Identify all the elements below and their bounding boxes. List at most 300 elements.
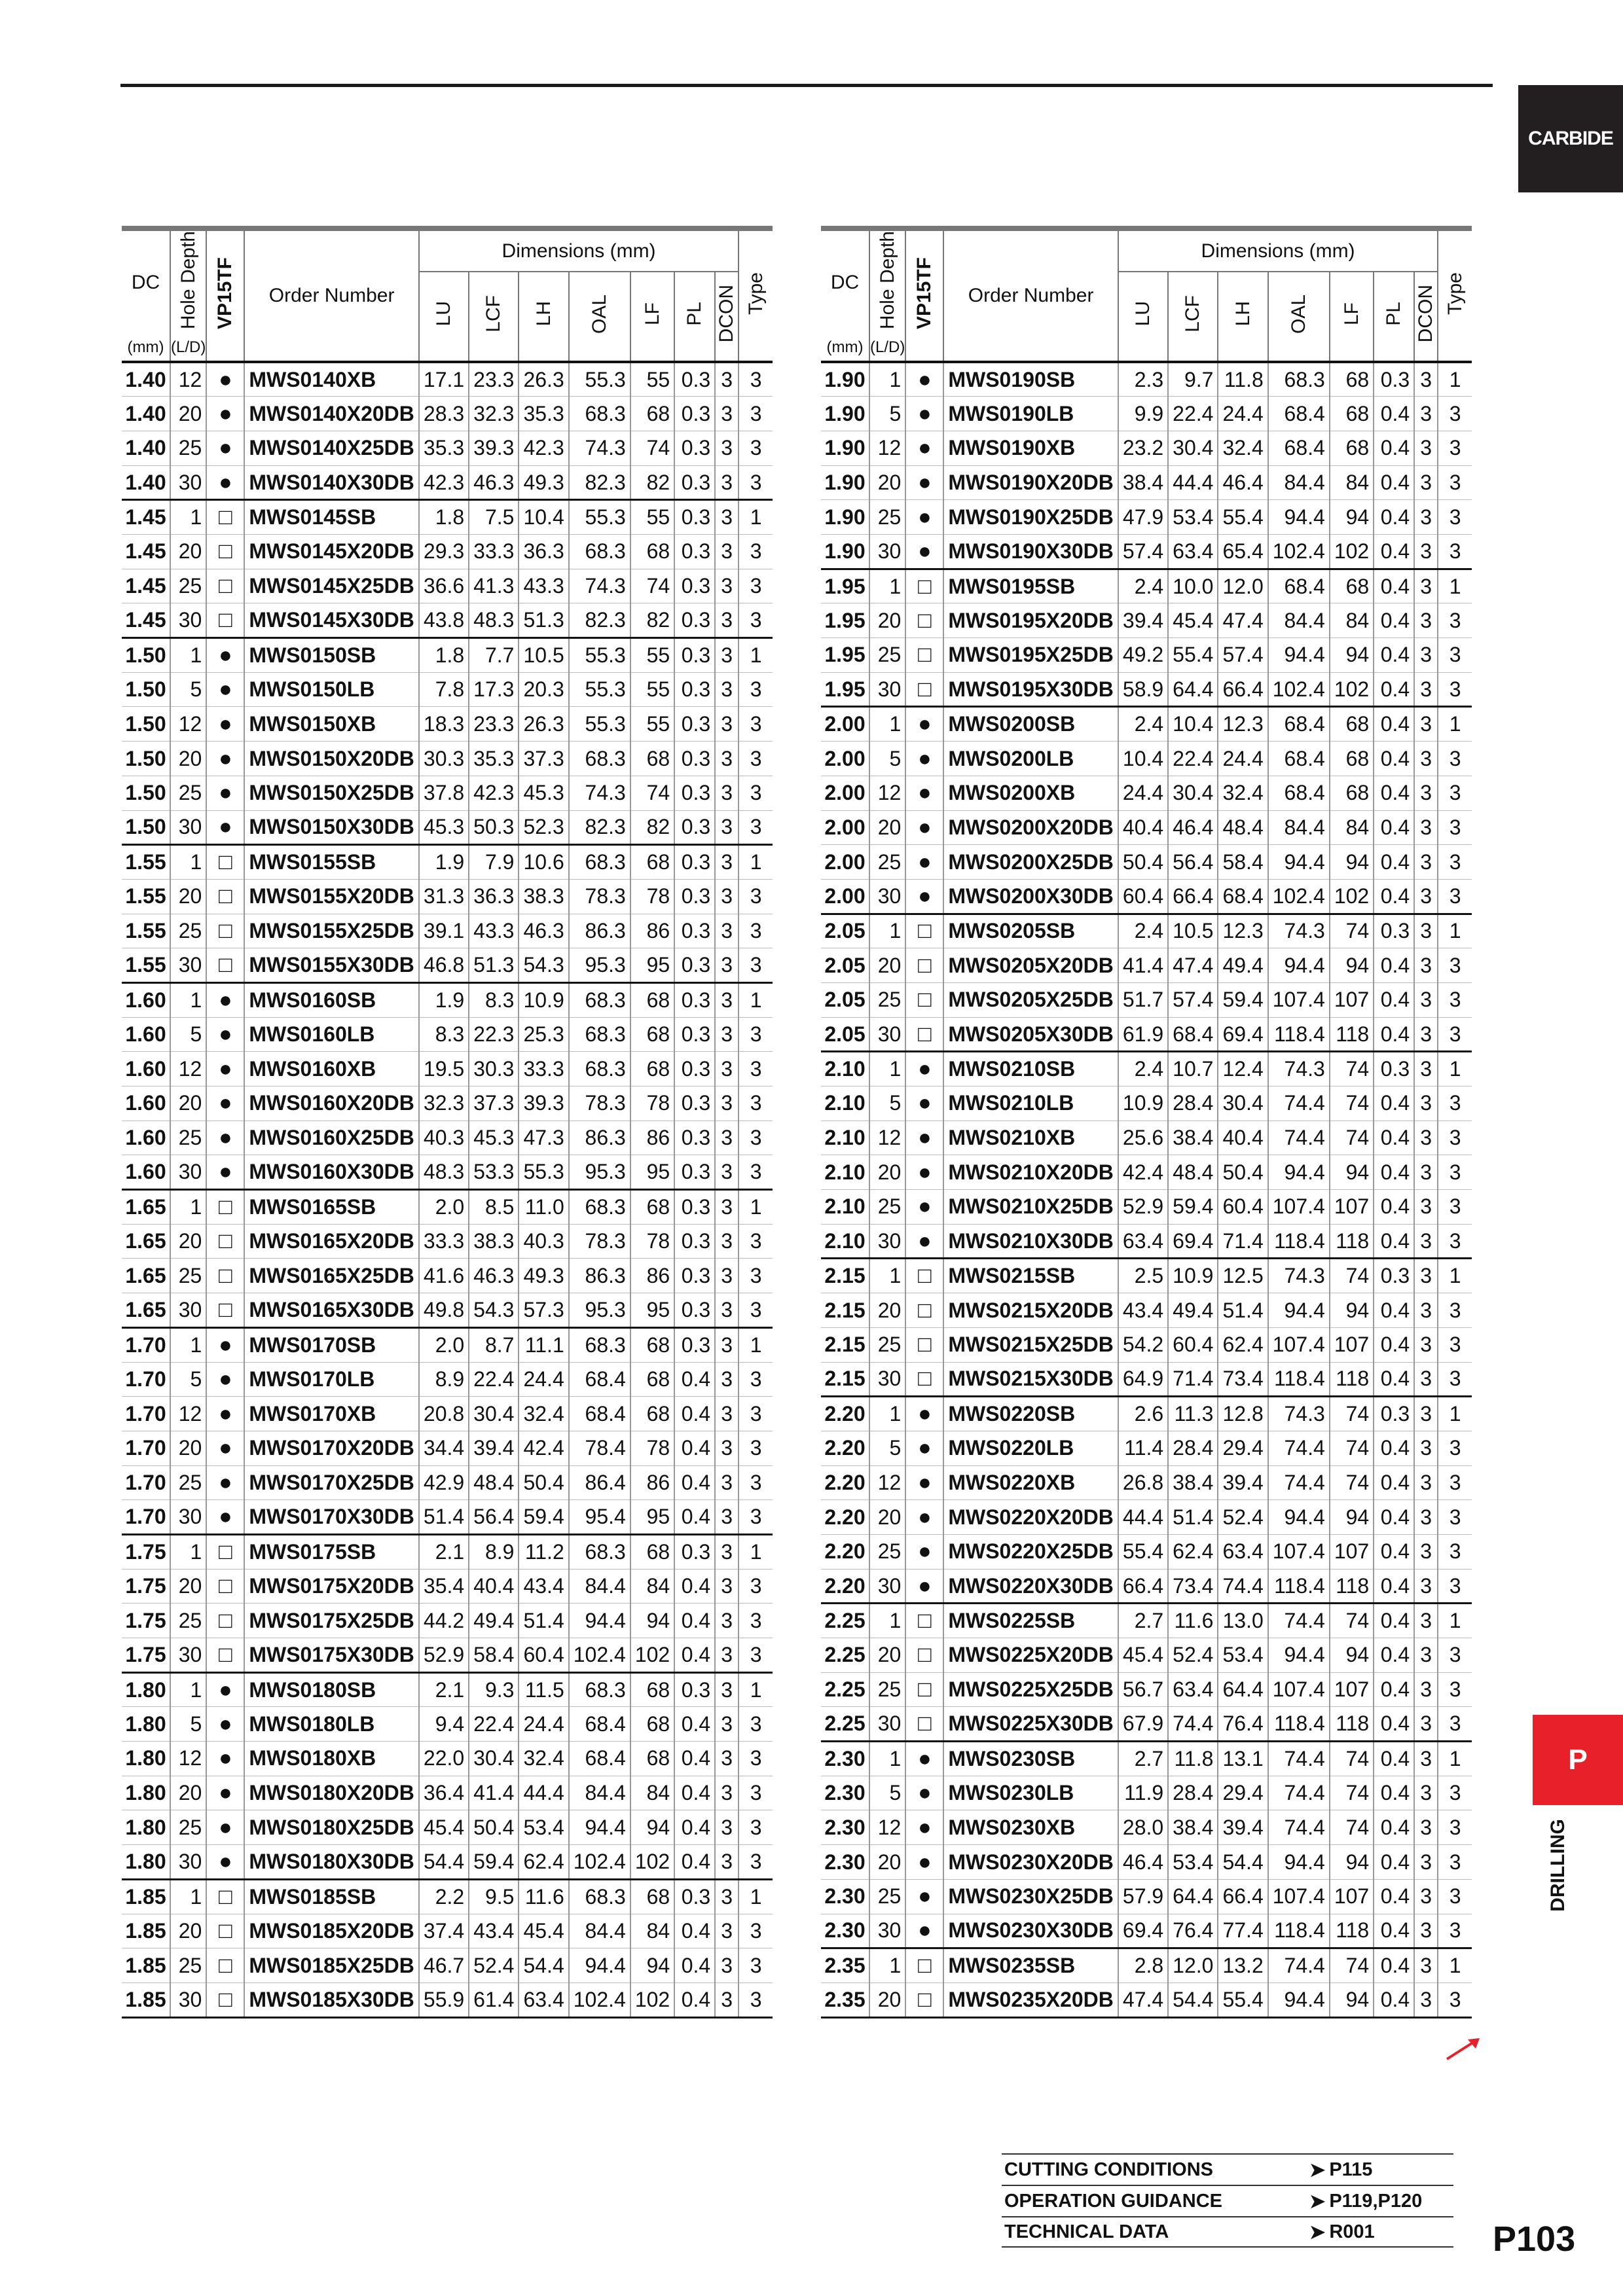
- lcf-cell: 12.0: [1168, 1948, 1218, 1983]
- pl-cell: 0.3: [674, 500, 715, 535]
- grade-symbol: ●: [206, 1431, 244, 1465]
- type-cell: 3: [739, 1397, 773, 1431]
- hole-depth-cell: 30: [170, 1638, 206, 1673]
- lh-cell: 10.5: [519, 638, 568, 673]
- grade-symbol: ●: [905, 1086, 943, 1121]
- type-cell: 3: [739, 672, 773, 707]
- lu-cell: 9.4: [419, 1707, 469, 1742]
- pl-cell: 0.4: [1374, 707, 1414, 742]
- lu-cell: 64.9: [1118, 1362, 1168, 1397]
- hole-depth-unit: (L/D): [869, 334, 905, 362]
- pl-cell: 0.3: [674, 1190, 715, 1225]
- pl-cell: 0.4: [1374, 1190, 1414, 1225]
- pl-cell: 0.3: [674, 672, 715, 707]
- oal-cell: 95.3: [569, 1155, 630, 1190]
- oal-cell: 86.3: [569, 1259, 630, 1293]
- pl-cell: 0.4: [1374, 1845, 1414, 1880]
- oal-cell: 94.4: [569, 1948, 630, 1983]
- type-cell: 3: [1438, 1500, 1472, 1535]
- hole-depth-cell: 12: [869, 776, 905, 810]
- table-row: [821, 603, 1472, 638]
- hole-depth-cell: 5: [869, 1086, 905, 1121]
- dc-cell: 2.15: [821, 1259, 869, 1293]
- order-number-cell: MWS0150LB: [244, 672, 419, 707]
- table-row: [122, 1224, 773, 1259]
- oal-cell: 74.4: [1268, 1431, 1330, 1465]
- hole-depth-cell: 20: [170, 1086, 206, 1121]
- pl-cell: 0.3: [674, 535, 715, 569]
- lh-cell: 49.4: [1218, 948, 1267, 983]
- table-row: [821, 707, 1472, 742]
- table-row: [821, 1982, 1472, 2017]
- type-cell: 3: [1438, 1121, 1472, 1155]
- oal-cell: 68.4: [1268, 397, 1330, 431]
- lf-cell: 68: [630, 397, 674, 431]
- lh-cell: 32.4: [519, 1397, 568, 1431]
- pl-cell: 0.4: [1374, 1121, 1414, 1155]
- dc-cell: 1.95: [821, 638, 869, 673]
- order-number-cell: MWS0160X25DB: [244, 1121, 419, 1155]
- type-cell: 3: [1438, 1672, 1472, 1707]
- reference-row[interactable]: [1002, 2185, 1453, 2216]
- lh-cell: 53.4: [1218, 1638, 1267, 1673]
- dc-cell: 1.70: [122, 1465, 170, 1500]
- section-label-drilling: DRILLING: [1547, 1819, 1569, 1912]
- lu-cell: 46.7: [419, 1948, 469, 1983]
- lh-cell: 62.4: [519, 1845, 568, 1880]
- dcon-cell: 3: [1414, 1327, 1438, 1362]
- page-number: P103: [1493, 2219, 1576, 2259]
- lf-cell: 107: [1330, 1190, 1374, 1225]
- type-cell: 3: [1438, 1569, 1472, 1604]
- oal-cell: 82.3: [569, 810, 630, 845]
- dc-cell: 1.40: [122, 397, 170, 431]
- type-cell: 3: [1438, 1810, 1472, 1845]
- dc-cell: 2.20: [821, 1397, 869, 1431]
- lf-cell: 74: [1330, 1086, 1374, 1121]
- table-row: [122, 638, 773, 673]
- lf-cell: 107: [1330, 982, 1374, 1017]
- lf-cell: 68: [1330, 707, 1374, 742]
- order-number-cell: MWS0185X25DB: [244, 1948, 419, 1983]
- pl-cell: 0.4: [1374, 1465, 1414, 1500]
- type-cell: 3: [739, 1017, 773, 1052]
- lh-cell: 11.1: [519, 1327, 568, 1362]
- pl-cell: 0.4: [674, 1776, 715, 1810]
- oal-cell: 74.4: [1268, 1810, 1330, 1845]
- type-cell: 1: [739, 1190, 773, 1225]
- order-number-cell: MWS0170X25DB: [244, 1465, 419, 1500]
- type-cell: 3: [1438, 879, 1472, 914]
- hole-depth-cell: 5: [869, 742, 905, 776]
- order-number-cell: MWS0200SB: [943, 707, 1118, 742]
- lcf-cell: 28.4: [1168, 1086, 1218, 1121]
- lh-cell: 46.4: [1218, 465, 1267, 500]
- lu-cell: 58.9: [1118, 672, 1168, 707]
- dcon-cell: 3: [715, 569, 739, 603]
- dc-unit: (mm): [821, 334, 869, 362]
- dc-cell: 1.70: [122, 1500, 170, 1535]
- dc-cell: 2.10: [821, 1224, 869, 1259]
- grade-symbol: ●: [905, 776, 943, 810]
- grade-symbol: □: [905, 569, 943, 603]
- dcon-cell: 3: [1414, 1604, 1438, 1638]
- lh-cell: 55.3: [519, 1155, 568, 1190]
- type-cell: 3: [739, 362, 773, 397]
- pl-cell: 0.3: [674, 845, 715, 880]
- dcon-cell: 3: [1414, 1879, 1438, 1914]
- lu-cell: 33.3: [419, 1224, 469, 1259]
- reference-row[interactable]: [1002, 2153, 1453, 2185]
- type-cell: 3: [739, 948, 773, 983]
- lh-cell: 12.3: [1218, 707, 1267, 742]
- lf-cell: 68: [630, 1534, 674, 1569]
- hole-depth-cell: 5: [869, 1431, 905, 1465]
- dimensions-header: Dimensions (mm): [1118, 228, 1438, 272]
- lh-cell: 47.3: [519, 1121, 568, 1155]
- lcf-cell: 69.4: [1168, 1224, 1218, 1259]
- grade-symbol: □: [206, 1224, 244, 1259]
- hole-depth-cell: 20: [170, 535, 206, 569]
- grade-symbol: ●: [206, 465, 244, 500]
- dcon-cell: 3: [1414, 1707, 1438, 1742]
- pl-cell: 0.4: [674, 1569, 715, 1604]
- type-header: Type: [739, 228, 773, 362]
- lf-cell: 68: [630, 1397, 674, 1431]
- pl-cell: 0.4: [674, 1500, 715, 1535]
- hole-depth-cell: 30: [869, 1362, 905, 1397]
- grade-symbol: □: [206, 1569, 244, 1604]
- lf-cell: 107: [1330, 1879, 1374, 1914]
- order-number-cell: MWS0185SB: [244, 1879, 419, 1914]
- lh-cell: 54.3: [519, 948, 568, 983]
- grade-symbol: □: [206, 948, 244, 983]
- dc-cell: 2.30: [821, 1810, 869, 1845]
- lf-cell: 68: [1330, 397, 1374, 431]
- order-number-cell: MWS0205SB: [943, 914, 1118, 948]
- pl-cell: 0.4: [1374, 776, 1414, 810]
- table-row: [122, 569, 773, 603]
- order-number-cell: MWS0145SB: [244, 500, 419, 535]
- oal-cell: 68.3: [569, 1190, 630, 1225]
- hole-depth-cell: 1: [170, 845, 206, 880]
- lu-cell: 8.9: [419, 1362, 469, 1397]
- hole-depth-cell: 20: [170, 1776, 206, 1810]
- lu-cell: 2.0: [419, 1327, 469, 1362]
- hole-depth-cell: 25: [170, 431, 206, 465]
- order-number-cell: MWS0225X30DB: [943, 1707, 1118, 1742]
- reference-page: P115: [1329, 2159, 1373, 2180]
- order-number-cell: MWS0195X25DB: [943, 638, 1118, 673]
- pl-cell: 0.4: [674, 1465, 715, 1500]
- order-number-cell: MWS0200X20DB: [943, 810, 1118, 845]
- lf-cell: 78: [630, 1224, 674, 1259]
- lcf-cell: 46.3: [469, 465, 519, 500]
- carbide-tab[interactable]: CARBIDE: [1518, 85, 1623, 192]
- dcon-cell: 3: [715, 1672, 739, 1707]
- oal-cell: 74.3: [1268, 1052, 1330, 1086]
- lf-cell: 107: [1330, 1327, 1374, 1362]
- order-number-cell: MWS0190LB: [943, 397, 1118, 431]
- table-row: [122, 362, 773, 397]
- dcon-cell: 3: [1414, 1155, 1438, 1190]
- type-cell: 1: [1438, 1397, 1472, 1431]
- lf-cell: 68: [1330, 742, 1374, 776]
- lh-cell: 10.6: [519, 845, 568, 880]
- type-cell: 3: [1438, 1327, 1472, 1362]
- type-cell: 3: [739, 914, 773, 948]
- pl-cell: 0.3: [674, 1086, 715, 1121]
- type-cell: 3: [739, 1155, 773, 1190]
- hole-depth-cell: 30: [869, 1224, 905, 1259]
- lf-cell: 95: [630, 1500, 674, 1535]
- pl-cell: 0.4: [674, 1982, 715, 2017]
- lu-cell: 2.2: [419, 1879, 469, 1914]
- order-number-cell: MWS0190XB: [943, 431, 1118, 465]
- type-cell: 3: [739, 1569, 773, 1604]
- oal-cell: 94.4: [1268, 1638, 1330, 1673]
- lh-cell: 11.0: [519, 1190, 568, 1225]
- type-cell: 1: [1438, 569, 1472, 603]
- dc-cell: 2.10: [821, 1190, 869, 1225]
- lu-cell: 10.4: [1118, 742, 1168, 776]
- lh-cell: 66.4: [1218, 1879, 1267, 1914]
- hole-depth-cell: 30: [869, 1017, 905, 1052]
- lcf-cell: 39.3: [469, 431, 519, 465]
- dcon-cell: 3: [715, 1742, 739, 1776]
- lcf-cell: 10.9: [1168, 1259, 1218, 1293]
- lu-cell: 49.8: [419, 1293, 469, 1328]
- pl-cell: 0.4: [1374, 397, 1414, 431]
- lh-cell: 55.4: [1218, 500, 1267, 535]
- lf-cell: 84: [1330, 810, 1374, 845]
- lf-cell: 102: [630, 1845, 674, 1880]
- lf-cell: 74: [1330, 1121, 1374, 1155]
- lf-cell: 68: [630, 1672, 674, 1707]
- grade-symbol: ●: [206, 1052, 244, 1086]
- lu-cell: 42.9: [419, 1465, 469, 1500]
- type-cell: 3: [1438, 1534, 1472, 1569]
- pl-cell: 0.3: [674, 1017, 715, 1052]
- table-row: [821, 1707, 1472, 1742]
- lcf-cell: 55.4: [1168, 638, 1218, 673]
- order-number-cell: MWS0210XB: [943, 1121, 1118, 1155]
- type-cell: 3: [1438, 431, 1472, 465]
- table-row: [821, 1086, 1472, 1121]
- pl-cell: 0.3: [674, 776, 715, 810]
- table-row: [122, 603, 773, 638]
- lcf-cell: 62.4: [1168, 1534, 1218, 1569]
- dc-header: DC: [122, 228, 170, 334]
- order-number-cell: MWS0140XB: [244, 362, 419, 397]
- grade-symbol: ●: [206, 982, 244, 1017]
- dcon-cell: 3: [715, 742, 739, 776]
- oal-cell: 68.3: [569, 1672, 630, 1707]
- lcf-cell: 52.4: [1168, 1638, 1218, 1673]
- pl-cell: 0.3: [674, 1672, 715, 1707]
- type-cell: 3: [1438, 397, 1472, 431]
- lh-cell: 40.4: [1218, 1121, 1267, 1155]
- oal-cell: 86.3: [569, 914, 630, 948]
- dcon-cell: 3: [1414, 1810, 1438, 1845]
- dcon-cell: 3: [1414, 1293, 1438, 1328]
- lcf-cell: 22.3: [469, 1017, 519, 1052]
- lf-cell: 74: [630, 776, 674, 810]
- lf-cell: 94: [1330, 638, 1374, 673]
- lu-cell: 66.4: [1118, 1569, 1168, 1604]
- lh-cell: 42.3: [519, 431, 568, 465]
- lf-cell: 55: [630, 707, 674, 742]
- dc-cell: 1.45: [122, 603, 170, 638]
- lu-cell: 1.9: [419, 982, 469, 1017]
- lh-cell: 42.4: [519, 1431, 568, 1465]
- oal-cell: 107.4: [1268, 1190, 1330, 1225]
- grade-symbol: □: [905, 1327, 943, 1362]
- type-cell: 1: [739, 1672, 773, 1707]
- lu-cell: 42.3: [419, 465, 469, 500]
- lf-cell: 94: [1330, 1845, 1374, 1880]
- lu-cell: 47.4: [1118, 1982, 1168, 2017]
- category-tab-p[interactable]: P: [1533, 1715, 1623, 1805]
- type-cell: 1: [1438, 1604, 1472, 1638]
- lcf-cell: 57.4: [1168, 982, 1218, 1017]
- dc-cell: 2.00: [821, 707, 869, 742]
- order-number-cell: MWS0140X25DB: [244, 431, 419, 465]
- oal-cell: 107.4: [1268, 1534, 1330, 1569]
- lh-cell: 26.3: [519, 362, 568, 397]
- order-number-cell: MWS0140X30DB: [244, 465, 419, 500]
- dcon-cell: 3: [715, 465, 739, 500]
- type-cell: 3: [739, 397, 773, 431]
- table-row: [122, 1914, 773, 1948]
- type-cell: 3: [1438, 672, 1472, 707]
- grade-symbol: ●: [905, 362, 943, 397]
- lcf-cell: 59.4: [1168, 1190, 1218, 1225]
- lu-cell: 2.0: [419, 1190, 469, 1225]
- order-number-cell: MWS0220X25DB: [943, 1534, 1118, 1569]
- hole-depth-cell: 30: [869, 672, 905, 707]
- grade-symbol: ●: [905, 1052, 943, 1086]
- grade-symbol: □: [905, 1604, 943, 1638]
- lu-cell: 57.4: [1118, 535, 1168, 569]
- lh-cell: 12.0: [1218, 569, 1267, 603]
- type-cell: 3: [739, 1362, 773, 1397]
- pl-cell: 0.4: [1374, 431, 1414, 465]
- lu-cell: 40.3: [419, 1121, 469, 1155]
- type-cell: 3: [739, 1776, 773, 1810]
- hole-depth-cell: 1: [869, 1259, 905, 1293]
- dcon-cell: 3: [1414, 1776, 1438, 1810]
- type-cell: 1: [739, 1534, 773, 1569]
- dc-cell: 1.80: [122, 1672, 170, 1707]
- pl-cell: 0.3: [1374, 1259, 1414, 1293]
- dc-cell: 2.25: [821, 1638, 869, 1673]
- type-cell: 3: [739, 603, 773, 638]
- dc-cell: 1.80: [122, 1845, 170, 1880]
- lu-header: LU: [1118, 272, 1168, 362]
- lh-cell: 57.4: [1218, 638, 1267, 673]
- hole-depth-cell: 20: [170, 742, 206, 776]
- lu-cell: 54.2: [1118, 1327, 1168, 1362]
- order-number-cell: MWS0210LB: [943, 1086, 1118, 1121]
- dcon-cell: 3: [1414, 1362, 1438, 1397]
- dc-cell: 2.35: [821, 1982, 869, 2017]
- lf-cell: 68: [1330, 776, 1374, 810]
- lf-cell: 94: [630, 1810, 674, 1845]
- dcon-cell: 3: [715, 845, 739, 880]
- pl-cell: 0.4: [1374, 1224, 1414, 1259]
- order-number-cell: MWS0170X20DB: [244, 1431, 419, 1465]
- product-table-right: [821, 226, 1472, 2018]
- lcf-cell: 58.4: [469, 1638, 519, 1673]
- hole-depth-cell: 1: [869, 569, 905, 603]
- lf-cell: 95: [630, 1155, 674, 1190]
- order-number-cell: MWS0225SB: [943, 1604, 1118, 1638]
- lh-cell: 49.3: [519, 1259, 568, 1293]
- lu-cell: 54.4: [419, 1845, 469, 1880]
- dc-cell: 1.85: [122, 1948, 170, 1983]
- oal-cell: 118.4: [1268, 1569, 1330, 1604]
- lf-cell: 95: [630, 948, 674, 983]
- reference-row[interactable]: [1002, 2216, 1453, 2248]
- lh-cell: 51.3: [519, 603, 568, 638]
- table-row: [821, 879, 1472, 914]
- grade-symbol: ●: [905, 1534, 943, 1569]
- dcon-cell: 3: [1414, 1948, 1438, 1983]
- lf-cell: 74: [1330, 1259, 1374, 1293]
- grade-symbol: ●: [206, 1465, 244, 1500]
- grade-symbol: ●: [905, 1810, 943, 1845]
- lf-cell: 55: [630, 500, 674, 535]
- dcon-cell: 3: [1414, 397, 1438, 431]
- type-cell: 3: [1438, 1776, 1472, 1810]
- dc-cell: 1.45: [122, 500, 170, 535]
- lu-cell: 9.9: [1118, 397, 1168, 431]
- pl-cell: 0.4: [1374, 535, 1414, 569]
- pl-cell: 0.4: [674, 1604, 715, 1638]
- table-row: [821, 742, 1472, 776]
- lh-cell: 51.4: [1218, 1293, 1267, 1328]
- grade-symbol: □: [905, 948, 943, 983]
- type-cell: 3: [1438, 603, 1472, 638]
- lf-cell: 102: [1330, 672, 1374, 707]
- oal-cell: 78.4: [569, 1431, 630, 1465]
- type-cell: 3: [1438, 1362, 1472, 1397]
- table-row: [821, 1810, 1472, 1845]
- lu-cell: 17.1: [419, 362, 469, 397]
- dcon-cell: 3: [715, 1017, 739, 1052]
- table-row: [821, 500, 1472, 535]
- lh-cell: 10.4: [519, 500, 568, 535]
- lf-cell: 84: [630, 1776, 674, 1810]
- oal-cell: 86.3: [569, 1121, 630, 1155]
- lcf-cell: 8.5: [469, 1190, 519, 1225]
- grade-symbol: □: [905, 1638, 943, 1673]
- lh-cell: 48.4: [1218, 810, 1267, 845]
- dc-cell: 1.80: [122, 1707, 170, 1742]
- hole-depth-cell: 1: [869, 1604, 905, 1638]
- lcf-cell: 56.4: [1168, 845, 1218, 880]
- lu-cell: 7.8: [419, 672, 469, 707]
- dc-cell: 2.20: [821, 1534, 869, 1569]
- dcon-cell: 3: [1414, 810, 1438, 845]
- lu-cell: 44.4: [1118, 1500, 1168, 1535]
- hole-depth-cell: 30: [869, 1569, 905, 1604]
- type-cell: 1: [1438, 1948, 1472, 1983]
- oal-cell: 68.3: [569, 1052, 630, 1086]
- dcon-cell: 3: [1414, 914, 1438, 948]
- pl-cell: 0.3: [674, 1121, 715, 1155]
